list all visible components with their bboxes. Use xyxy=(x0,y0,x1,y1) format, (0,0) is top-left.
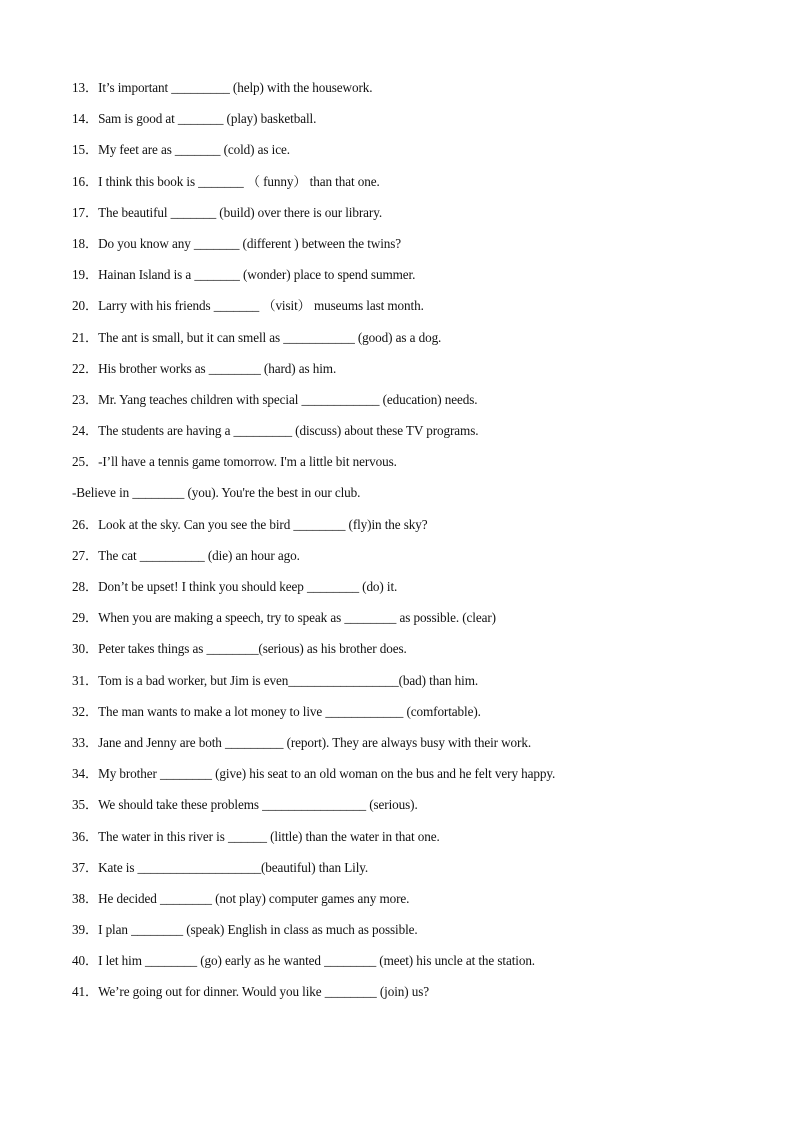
exercise-16: 16．I think this book is _______ （ funny） than that one. xyxy=(72,173,380,189)
exercise-21: 21．The ant is small, but it can smell as ___________ (good) as a dog. xyxy=(72,329,442,345)
exercise-28: 28．Don’t be upset! I think you should keep ________ (do) it. xyxy=(72,579,398,594)
exercise-39: 39．I plan ________ (speak) English in class as much as possible. xyxy=(72,922,418,938)
exercise-41: 41．We’re going out for dinner. Would you like ________ (join) us? xyxy=(72,984,430,1000)
exercise-24: 24．The students are having a _________ (discuss) about these TV programs. xyxy=(72,423,479,439)
exercise-list xyxy=(72,79,772,1015)
exercise-17: 17．The beautiful _______ (build) over there is our library. xyxy=(72,204,383,220)
exercise-38: 38．He decided ________ (not play) computer games any more. xyxy=(72,890,410,906)
exercise-33: 33．Jane and Jenny are both _________ (report). They are always busy with their work. xyxy=(72,734,532,750)
exercise-25-continuation: -Believe in ________ (you). You're the best in our club. xyxy=(72,485,361,501)
exercise-32: 32．The man wants to make a lot money to live ____________ (comfortable). xyxy=(72,703,481,719)
exercise-18: 18．Do you know any _______ (different ) between the twins? xyxy=(72,235,402,251)
exercise-36: 36．The water in this river is ______ (little) than the water in that one. xyxy=(72,828,440,844)
exercise-15: 15．My feet are as _______ (cold) as ice. xyxy=(72,142,290,158)
exercise-37: 37．Kate is ___________________(beautiful) than Lily. xyxy=(72,859,369,875)
exercise-13: 13．It’s important _________ (help) with the housework. xyxy=(72,80,373,95)
exercise-20: 20．Larry with his friends _______ （visit） museums last month. xyxy=(72,298,424,314)
exercise-26: 26．Look at the sky. Can you see the bird ________ (fly)in the sky? xyxy=(72,516,428,532)
exercise-31: 31．Tom is a bad worker, but Jim is even_________________(bad) than him. xyxy=(72,672,479,688)
exercise-23: 23．Mr. Yang teaches children with special ____________ (education) needs. xyxy=(72,391,478,407)
exercise-25: 25．-I’ll have a tennis game tomorrow. I'm a little bit nervous. xyxy=(72,454,397,470)
exercise-29: 29．When you are making a speech, try to speak as ________ as possible. (clear) xyxy=(72,610,496,626)
exercise-27: 27．The cat __________ (die) an hour ago. xyxy=(72,547,300,563)
exercise-14: 14．Sam is good at _______ (play) basketball. xyxy=(72,111,317,127)
exercise-19: 19．Hainan Island is a _______ (wonder) place to spend summer. xyxy=(72,267,416,283)
exercise-34: 34．My brother ________ (give) his seat to an old woman on the bus and he felt very happy. xyxy=(72,766,556,782)
exercise-35: 35．We should take these problems ________________ (serious). xyxy=(72,797,418,813)
exercise-40: 40．I let him ________ (go) early as he wanted ________ (meet) his uncle at the station. xyxy=(72,953,536,969)
exercise-30: 30．Peter takes things as ________(serious) as his brother does. xyxy=(72,641,407,657)
exercise-22: 22．His brother works as ________ (hard) as him. xyxy=(72,360,337,376)
